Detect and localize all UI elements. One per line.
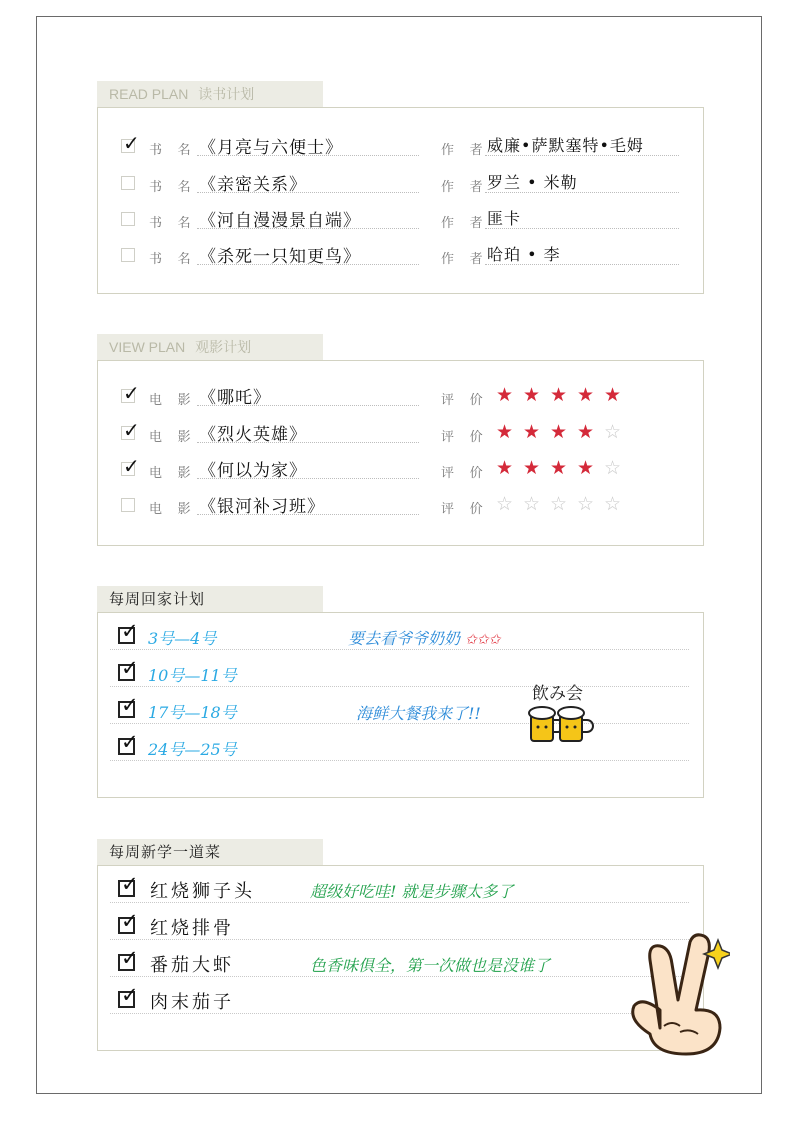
view-checkbox[interactable] [121,498,135,512]
star-rating [496,458,631,480]
filled-star-icon: ★ [604,384,622,406]
view-row [98,420,703,452]
view-row [98,492,703,524]
sticker-text: 飲み会 [532,684,583,704]
filled-star-icon: ★ [550,421,568,443]
dish-note: 色香味俱全，第一次做也是没谁了 [310,956,551,975]
check-mark-icon: ✓ [121,730,139,754]
write-line [485,192,679,193]
home-dates: 3号—4号 [148,629,217,648]
book-title: 《杀死一只知更鸟》 [199,247,361,267]
filled-star-icon: ★ [550,384,568,406]
author-label: 作 者 [441,251,489,266]
movie-label: 电 影 [149,465,197,480]
dish-name: 肉末茄子 [150,992,234,1013]
write-line [197,155,419,156]
author-label: 作 者 [441,215,489,230]
read-checkbox[interactable] [121,248,135,262]
read-row [98,133,703,165]
star-rating [496,385,631,407]
movie-title: 《烈火英雄》 [199,425,307,445]
view-checkbox[interactable] [121,418,140,442]
home-dates: 24号—25号 [148,740,237,759]
read-row [98,170,703,202]
ruled-line [110,649,689,650]
home-checkbox[interactable] [118,693,139,718]
movie-label: 电 影 [149,429,197,444]
view-row [98,456,703,488]
home-dates: 10号—11号 [148,666,237,685]
dish-checkbox[interactable] [118,909,139,934]
empty-star-icon: ☆ [496,493,514,515]
empty-star-icon: ☆ [604,421,622,443]
book-title: 《河自漫漫景自端》 [199,211,361,231]
movie-title: 《何以为家》 [199,461,307,481]
ruled-line [110,686,689,687]
write-line [197,405,419,406]
empty-star-icon: ☆ [523,493,541,515]
filled-star-icon: ★ [523,457,541,479]
check-mark-icon: ✓ [121,872,139,896]
author-label: 作 者 [441,142,489,157]
read-checkbox[interactable] [121,131,140,155]
filled-star-icon: ★ [550,457,568,479]
check-mark-icon: ✓ [121,909,139,933]
filled-star-icon: ★ [496,457,514,479]
movie-title: 《哪吒》 [199,388,271,408]
dish-note: 超级好吃哇! 就是步骤太多了 [310,882,514,901]
check-mark-icon: ✓ [121,693,139,717]
filled-star-icon: ★ [577,421,595,443]
filled-star-icon: ★ [577,384,595,406]
view-plan-tab [97,334,323,360]
star-rating [496,422,631,444]
book-title: 《月亮与六便士》 [199,138,343,158]
home-plan-tab: 每周回家计划 [97,586,323,612]
dish-name: 红烧排骨 [150,918,234,939]
peace-hand-icon [620,930,730,1060]
empty-star-icon: ☆ [604,493,622,515]
empty-star-icon: ☆ [577,493,595,515]
home-plan-box [97,612,704,798]
author-name: 罗兰 • 米勒 [487,173,578,192]
empty-star-icon: ☆ [604,457,622,479]
star-rating [496,494,631,516]
dish-checkbox[interactable] [118,872,139,897]
home-checkbox[interactable] [118,656,139,681]
read-plan-box [97,107,704,294]
check-mark-icon: ✓ [123,418,140,442]
write-line [197,514,419,515]
read-row [98,206,703,238]
write-line [197,228,419,229]
home-dates: 17号—18号 [148,703,237,722]
dish-plan-box [97,865,704,1051]
book-label: 书 名 [149,251,197,266]
dish-plan-tab: 每周新学一道菜 [97,839,323,865]
view-plan-box [97,360,704,546]
write-line [197,192,419,193]
view-plan-title-zh: 观影计划 [195,339,252,355]
read-row [98,242,703,274]
read-plan-title-en: READ PLAN [109,86,189,102]
movie-label: 电 影 [149,392,197,407]
view-checkbox[interactable] [121,381,140,405]
read-checkbox[interactable] [121,212,135,226]
book-title: 《亲密关系》 [199,175,307,195]
dish-checkbox[interactable] [118,946,139,971]
empty-star-icon: ☆ [550,493,568,515]
book-label: 书 名 [149,179,197,194]
write-line [485,228,679,229]
star-icon: ✩✩✩ [465,632,501,648]
check-mark-icon: ✓ [123,454,140,478]
write-line [197,264,419,265]
beer-mug-icon [526,701,596,751]
author-name: 哈珀 • 李 [487,245,561,264]
author-name: 威廉•萨默塞特•毛姆 [487,136,644,155]
check-mark-icon: ✓ [121,983,139,1007]
home-checkbox[interactable] [118,730,139,755]
check-mark-icon: ✓ [121,619,139,643]
read-checkbox[interactable] [121,176,135,190]
author-name: 匪卡 [487,209,522,228]
home-note: 要去看爷爷奶奶 ✩✩✩ [348,629,501,648]
check-mark-icon: ✓ [121,946,139,970]
read-plan-title-zh: 读书计划 [198,86,255,102]
dish-name: 红烧狮子头 [150,881,255,902]
view-plan-title-en: VIEW PLAN [109,339,186,355]
filled-star-icon: ★ [577,457,595,479]
movie-title: 《银河补习班》 [199,497,325,517]
author-label: 作 者 [441,179,489,194]
filled-star-icon: ★ [523,384,541,406]
write-line [485,155,679,156]
filled-star-icon: ★ [496,384,514,406]
book-label: 书 名 [149,142,197,157]
write-line [485,264,679,265]
check-mark-icon: ✓ [123,131,140,155]
check-mark-icon: ✓ [123,381,140,405]
filled-star-icon: ★ [496,421,514,443]
read-plan-tab [97,81,323,107]
home-note: 海鲜大餐我来了!! [356,704,481,723]
home-checkbox[interactable] [118,619,139,644]
beer-sticker [526,679,596,749]
rating-label: 评 价 [441,465,489,480]
rating-label: 评 价 [441,392,489,407]
view-checkbox[interactable] [121,454,140,478]
write-line [197,442,419,443]
dish-checkbox[interactable] [118,983,139,1008]
check-mark-icon: ✓ [121,656,139,680]
book-label: 书 名 [149,215,197,230]
movie-label: 电 影 [149,501,197,516]
rating-label: 评 价 [441,429,489,444]
ruled-line [110,760,689,761]
dish-name: 番茄大虾 [150,955,234,976]
view-row [98,383,703,415]
write-line [197,478,419,479]
filled-star-icon: ★ [523,421,541,443]
rating-label: 评 价 [441,501,489,516]
